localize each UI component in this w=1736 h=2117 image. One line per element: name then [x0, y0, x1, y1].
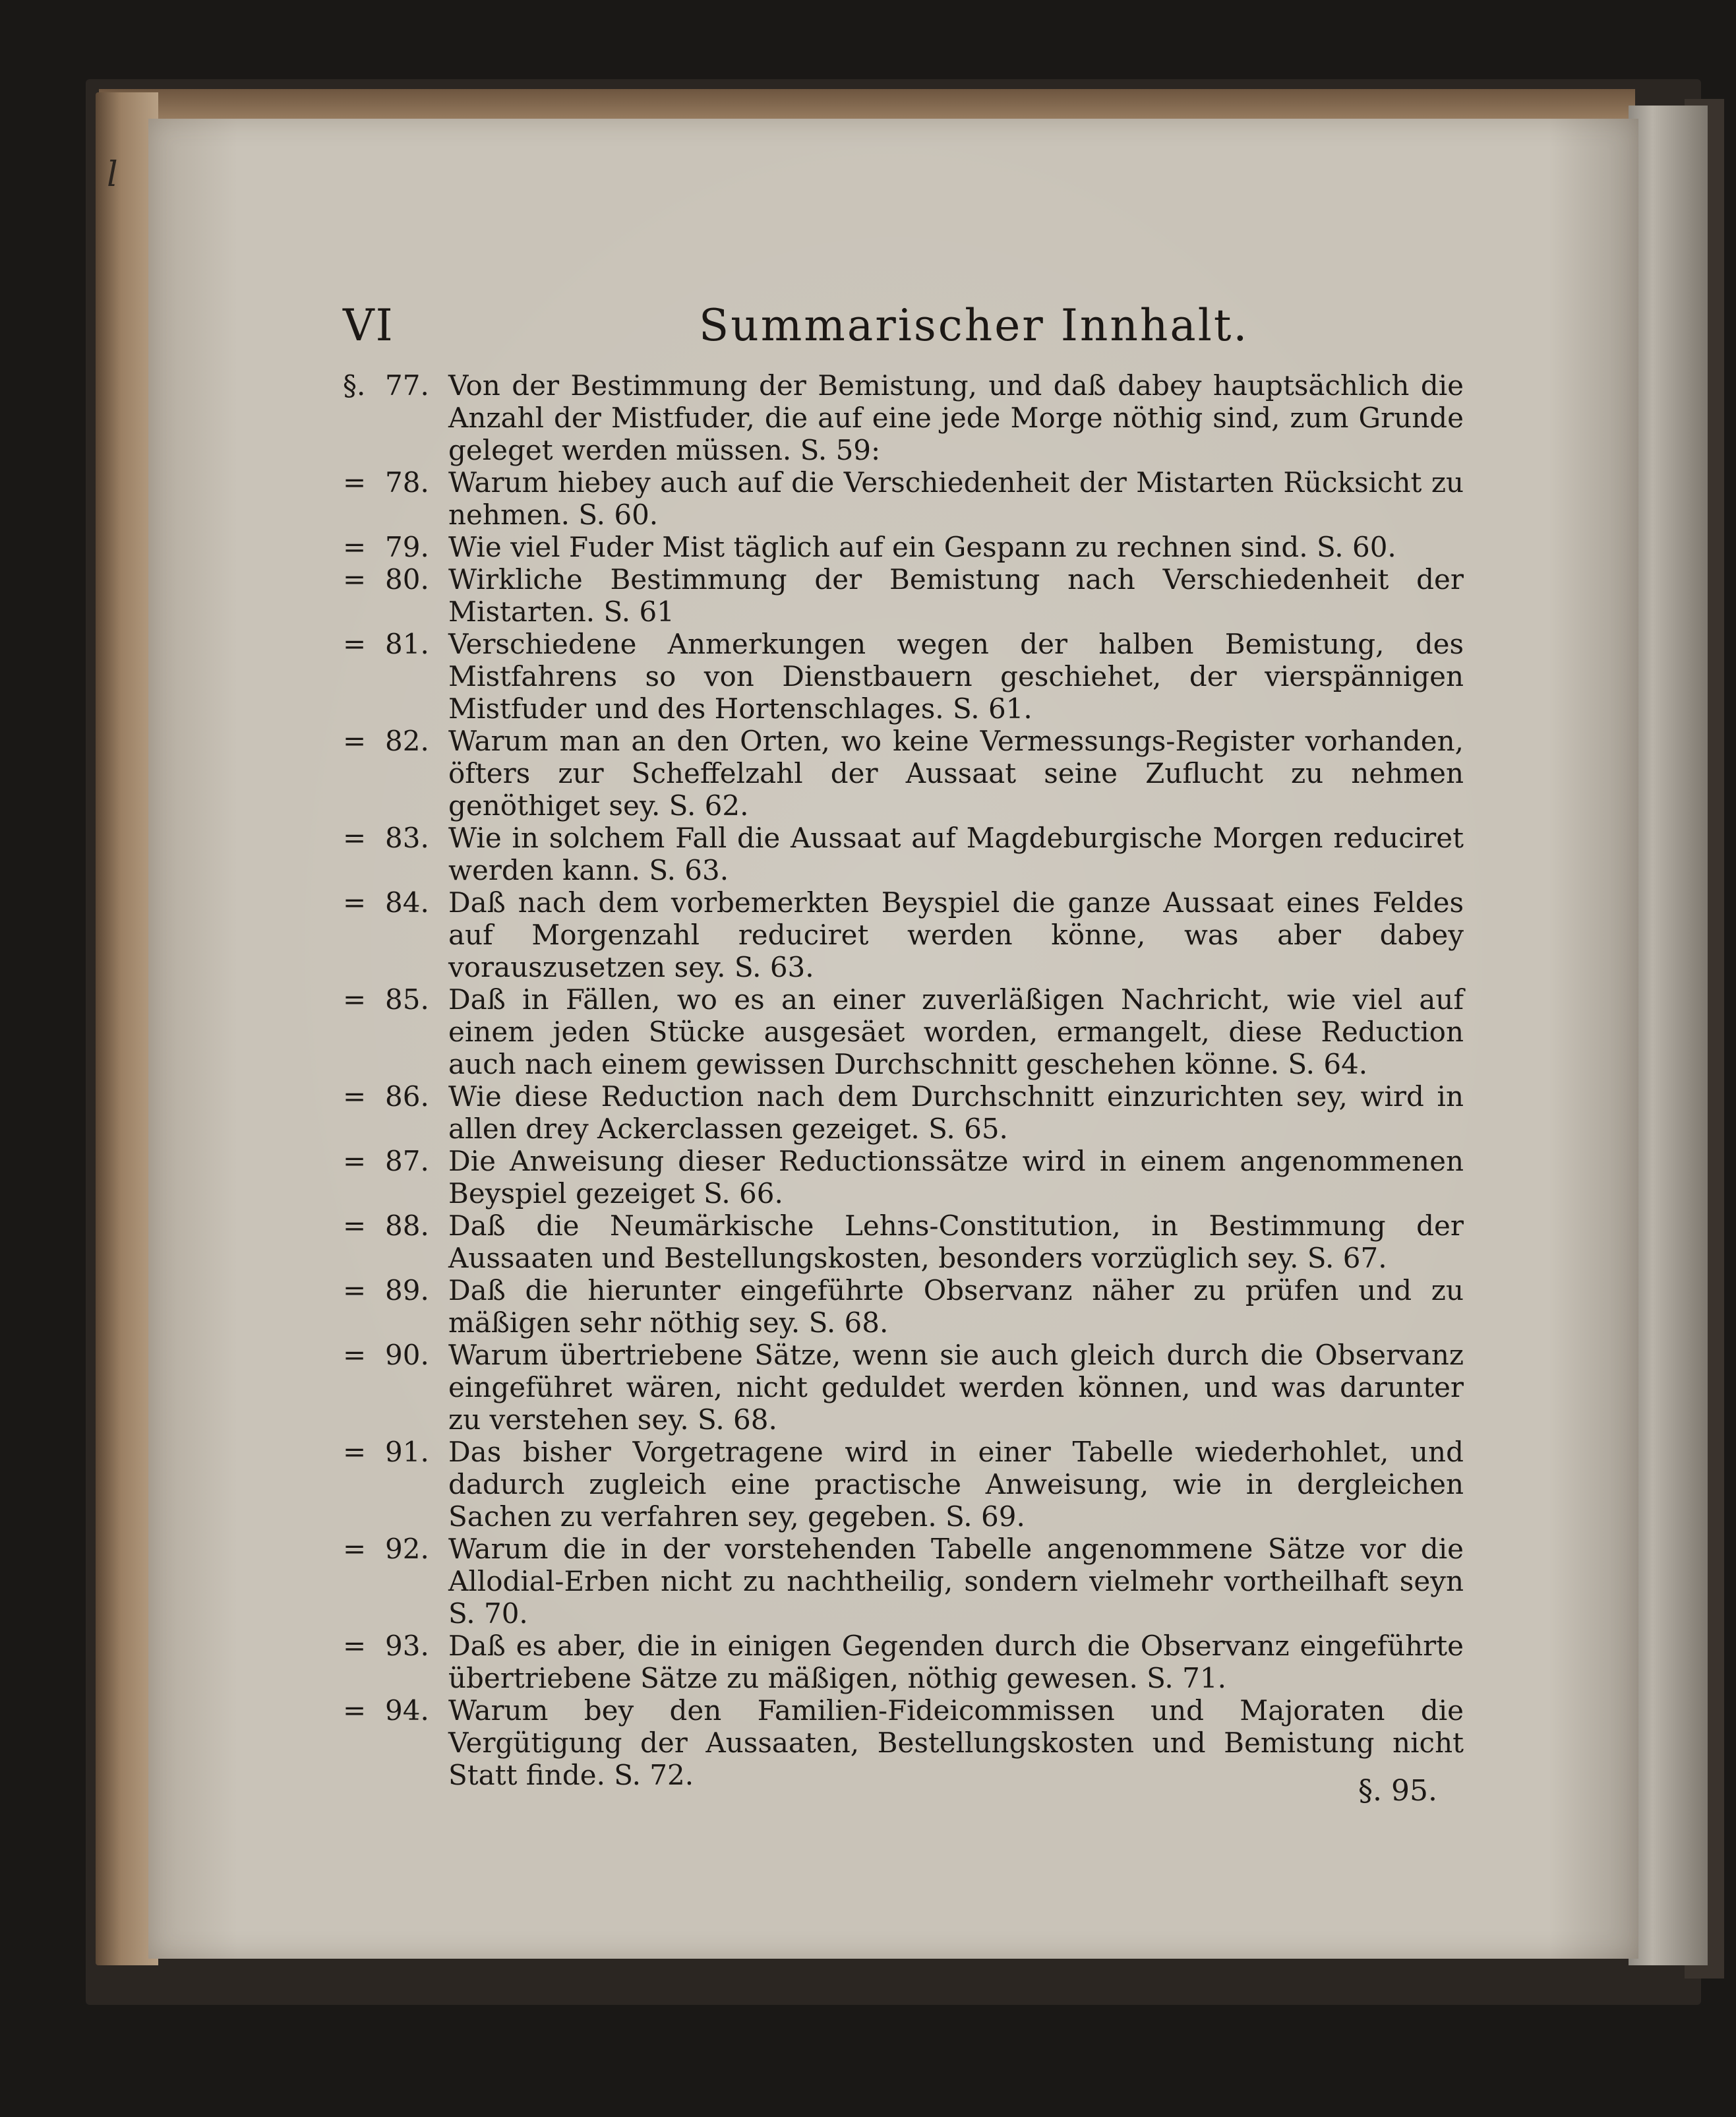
toc-entry: [343, 1210, 1464, 1274]
entry-number: 84.: [385, 886, 429, 919]
entry-symbol: =: [343, 628, 367, 660]
entry-symbol: =: [343, 1210, 367, 1242]
entry-number: 83.: [385, 822, 429, 854]
entry-symbol: =: [343, 886, 367, 919]
entry-symbol: =: [343, 466, 367, 499]
toc-entry: [343, 1533, 1464, 1630]
entry-text: Von der Bestimmung der Bemistung, und daß dabey hauptsächlich die Anzahl der Mistfuder, die auf eine jede Morge nöthig sind, zum Grunde geleget werden müssen. S. 59:: [448, 369, 1464, 466]
entry-text: Wie diese Reduction nach dem Durchschnitt einzurichten sey, wird in allen drey Ackerclassen gezeiget. S. 65.: [448, 1080, 1464, 1145]
entry-symbol: =: [343, 1630, 367, 1662]
entry-marker: [343, 1210, 448, 1242]
toc-entry: [343, 531, 1464, 563]
entry-number: 79.: [385, 531, 429, 563]
entry-marker: [343, 1339, 448, 1371]
toc-entry: [343, 1080, 1464, 1145]
entry-symbol: §.: [343, 369, 366, 402]
entry-symbol: =: [343, 1436, 367, 1468]
toc-entry: [343, 466, 1464, 531]
entry-symbol: =: [343, 563, 367, 596]
entry-number: 92.: [385, 1533, 429, 1565]
entry-number: 89.: [385, 1274, 429, 1306]
entry-text: Daß die Neumärkische Lehns-Constitution, in Bestimmung der Aussaaten und Bestellungskosten, besonders vorzüglich sey. S. 67.: [448, 1210, 1464, 1274]
page-header: [343, 300, 1451, 359]
entry-marker: [343, 822, 448, 854]
running-title: Summarischer Innhalt.: [699, 300, 1249, 351]
entry-text: Warum die in der vorstehenden Tabelle angenommene Sätze vor die Allodial-Erben nicht zu nachtheilig, sondern vielmehr vortheilhaft seyn S. 70.: [448, 1533, 1464, 1630]
entry-marker: [343, 1694, 448, 1727]
entry-number: 78.: [385, 466, 429, 499]
entry-number: 82.: [385, 725, 429, 757]
entry-marker: [343, 466, 448, 499]
margin-mark: l: [107, 155, 118, 195]
entry-number: 77.: [385, 369, 429, 402]
entry-number: 86.: [385, 1080, 429, 1113]
entry-marker: [343, 369, 448, 402]
entry-text: Wirkliche Bestimmung der Bemistung nach Verschiedenheit der Mistarten. S. 61: [448, 563, 1464, 628]
entry-symbol: =: [343, 983, 367, 1016]
entry-symbol: =: [343, 1339, 367, 1371]
entry-symbol: =: [343, 1274, 367, 1306]
entry-text: Warum hiebey auch auf die Verschiedenheit der Mistarten Rücksicht zu nehmen. S. 60.: [448, 466, 1464, 531]
entry-text: Warum man an den Orten, wo keine Vermessungs-Register vorhanden, öfters zur Scheffelzahl der Aussaat seine Zuflucht zu nehmen genöthiget sey. S. 62.: [448, 725, 1464, 822]
toc-entry: [343, 1436, 1464, 1533]
entry-marker: [343, 1080, 448, 1113]
entry-marker: [343, 886, 448, 919]
entry-number: 94.: [385, 1694, 429, 1727]
entry-text: Die Anweisung dieser Reductionssätze wird in einem angenommenen Beyspiel gezeiget S. 66.: [448, 1145, 1464, 1210]
toc-entry: [343, 369, 1464, 466]
toc-entry: [343, 1694, 1464, 1791]
entry-number: 88.: [385, 1210, 429, 1242]
entry-number: 93.: [385, 1630, 429, 1662]
entry-symbol: =: [343, 531, 367, 563]
entry-number: 91.: [385, 1436, 429, 1468]
entry-symbol: =: [343, 1145, 367, 1177]
entry-number: 90.: [385, 1339, 429, 1371]
entry-number: 85.: [385, 983, 429, 1016]
entry-marker: [343, 531, 448, 563]
entry-symbol: =: [343, 822, 367, 854]
entry-symbol: =: [343, 1694, 367, 1727]
entry-text: Wie in solchem Fall die Aussaat auf Magdeburgische Morgen reduciret werden kann. S. 63.: [448, 822, 1464, 886]
entry-marker: [343, 1630, 448, 1662]
entry-marker: [343, 1145, 448, 1177]
toc-entry: [343, 1630, 1464, 1694]
toc-entry: [343, 725, 1464, 822]
entry-text: Das bisher Vorgetragene wird in einer Tabelle wiederhohlet, und dadurch zugleich eine practische Anweisung, wie in dergleichen Sachen zu verfahren sey, gegeben. S. 69.: [448, 1436, 1464, 1533]
toc-entry: [343, 1145, 1464, 1210]
entry-marker: [343, 725, 448, 757]
toc-entry: [343, 563, 1464, 628]
entry-number: 87.: [385, 1145, 429, 1177]
toc-entry: [343, 1339, 1464, 1436]
entry-text: Daß in Fällen, wo es an einer zuverläßigen Nachricht, wie viel auf einem jeden Stücke ausgesäet worden, ermangelt, diese Reduction auch nach einem gewissen Durchschnitt geschehen könne. S. 64.: [448, 983, 1464, 1080]
entry-text: Warum bey den Familien-Fideicommissen und Majoraten die Vergütigung der Aussaaten, Bestellungskosten und Bemistung nicht Statt finde. S. 72.: [448, 1694, 1464, 1791]
entry-text: Warum übertriebene Sätze, wenn sie auch gleich durch die Observanz eingeführet wären, nicht geduldet werden können, und was darunter zu verstehen sey. S. 68.: [448, 1339, 1464, 1436]
entry-text: Verschiedene Anmerkungen wegen der halben Bemistung, des Mistfahrens so von Dienstbauern geschiehet, der vierspännigen Mistfuder und des Hortenschlages. S. 61.: [448, 628, 1464, 725]
entry-text: Daß es aber, die in einigen Gegenden durch die Observanz eingeführte übertriebene Sätze zu mäßigen, nöthig gewesen. S. 71.: [448, 1630, 1464, 1694]
entry-text: Wie viel Fuder Mist täglich auf ein Gespann zu rechnen sind. S. 60.: [448, 531, 1396, 563]
entry-marker: [343, 983, 448, 1016]
entry-text: Daß nach dem vorbemerkten Beyspiel die ganze Aussaat eines Feldes auf Morgenzahl reduciret werden könne, was aber dabey vorauszusetzen sey. S. 63.: [448, 886, 1464, 983]
entry-marker: [343, 1274, 448, 1306]
entry-number: 81.: [385, 628, 429, 660]
toc-entry: [343, 983, 1464, 1080]
toc-entry: [343, 886, 1464, 983]
entry-marker: [343, 1533, 448, 1565]
entry-symbol: =: [343, 1533, 367, 1565]
toc-entry: [343, 1274, 1464, 1339]
entry-marker: [343, 563, 448, 596]
toc-entry: [343, 628, 1464, 725]
table-of-contents: [343, 369, 1464, 1791]
entry-marker: [343, 628, 448, 660]
entry-marker: [343, 1436, 448, 1468]
page-number: VI: [343, 300, 394, 351]
catchword: §. 95.: [1358, 1774, 1437, 1808]
entry-text: Daß die hierunter eingeführte Observanz näher zu prüfen und zu mäßigen sehr nöthig sey. S. 68.: [448, 1274, 1464, 1339]
toc-entry: [343, 822, 1464, 886]
entry-number: 80.: [385, 563, 429, 596]
entry-symbol: =: [343, 725, 367, 757]
entry-symbol: =: [343, 1080, 367, 1113]
next-page-sliver: [1629, 106, 1708, 1965]
